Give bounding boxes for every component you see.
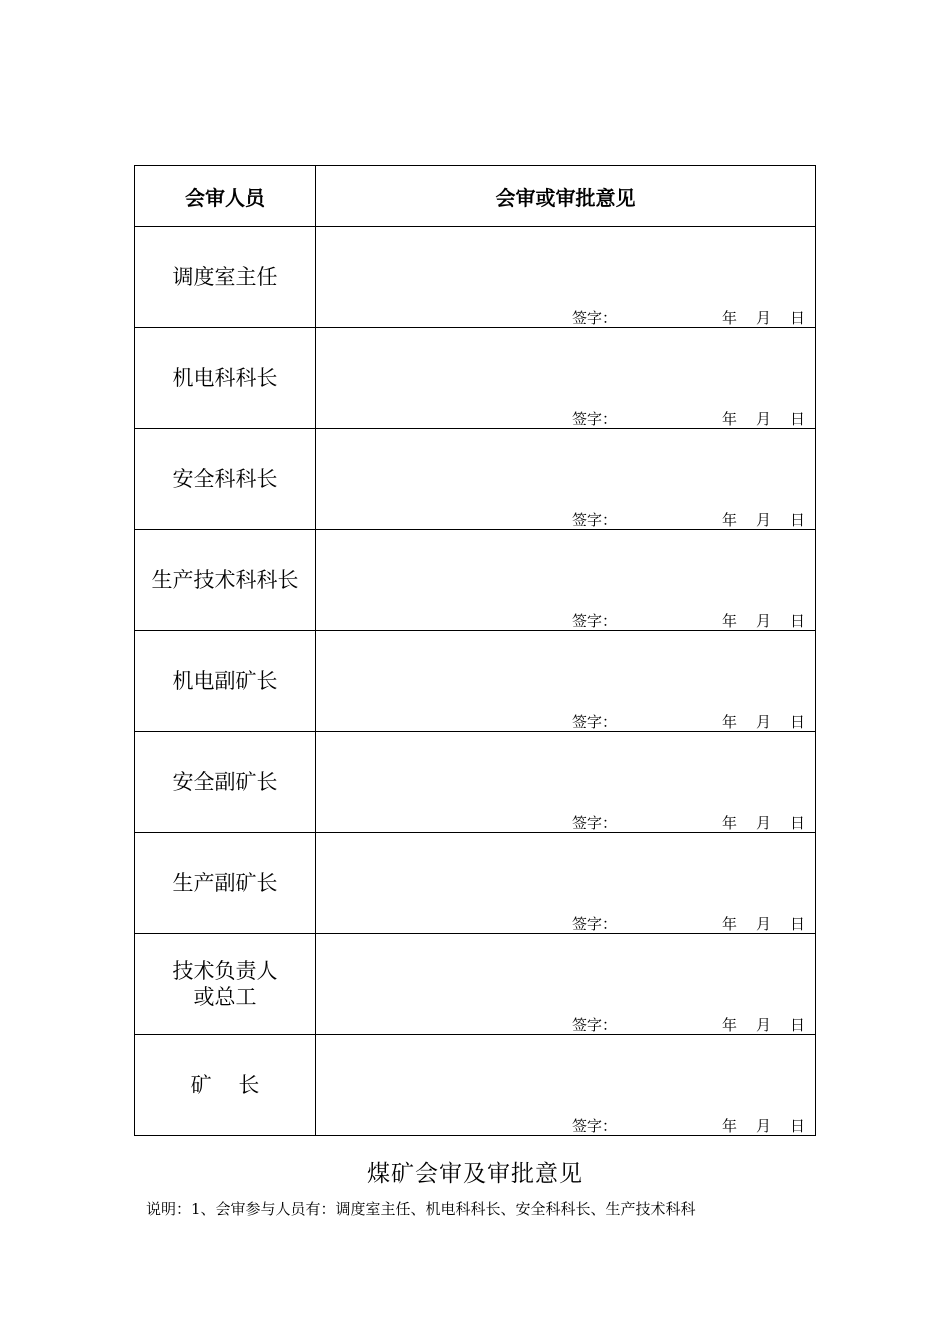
date-year: 年 — [721, 410, 737, 428]
sign-label: 签字： — [572, 309, 618, 327]
date-day: 日 — [789, 713, 805, 731]
table-row — [135, 732, 816, 833]
header-opinion: 会审或审批意见 — [316, 166, 816, 227]
opinion-cell[interactable] — [316, 429, 816, 530]
document-note: 说明：1、会审参与人员有：调度室主任、机电科科长、安全科科长、生产技术科科 — [146, 1200, 696, 1218]
sign-label: 签字： — [572, 612, 618, 630]
role-cell: 调度室主任 — [135, 227, 316, 328]
date-year: 年 — [721, 915, 737, 933]
table-row — [135, 328, 816, 429]
table-row — [135, 631, 816, 732]
sign-label: 签字： — [572, 713, 618, 731]
document-title: 煤矿会审及审批意见 — [367, 1161, 583, 1187]
date-month: 月 — [755, 511, 771, 529]
date-day: 日 — [789, 915, 805, 933]
table-row — [135, 530, 816, 631]
review-table — [134, 165, 816, 1136]
table-header-row — [135, 166, 816, 227]
table-row — [135, 227, 816, 328]
date-fields — [722, 814, 805, 832]
date-day: 日 — [789, 410, 805, 428]
opinion-cell[interactable] — [316, 227, 816, 328]
sign-label: 签字： — [572, 814, 618, 832]
date-month: 月 — [755, 612, 771, 630]
date-month: 月 — [755, 915, 771, 933]
table-row — [135, 429, 816, 530]
date-fields — [722, 511, 805, 529]
header-person: 会审人员 — [135, 166, 316, 227]
date-month: 月 — [755, 309, 771, 327]
date-year: 年 — [721, 511, 737, 529]
date-day: 日 — [789, 1117, 805, 1135]
date-fields — [722, 410, 805, 428]
date-year: 年 — [721, 1016, 737, 1034]
opinion-cell[interactable] — [316, 732, 816, 833]
date-year: 年 — [721, 713, 737, 731]
date-month: 月 — [755, 1117, 771, 1135]
role-line-2: 或总工 — [193, 985, 257, 1009]
role-cell: 生产技术科科长 — [135, 530, 316, 631]
opinion-cell[interactable] — [316, 934, 816, 1035]
opinion-cell[interactable] — [316, 631, 816, 732]
role-cell: 安全副矿长 — [135, 732, 316, 833]
date-day: 日 — [789, 1016, 805, 1034]
opinion-cell[interactable] — [316, 328, 816, 429]
table-row — [135, 1035, 816, 1136]
table-row — [135, 934, 816, 1035]
date-day: 日 — [789, 309, 805, 327]
sign-label: 签字： — [572, 511, 618, 529]
date-fields — [722, 713, 805, 731]
role-cell — [135, 934, 316, 1035]
date-fields — [722, 612, 805, 630]
date-month: 月 — [755, 713, 771, 731]
role-cell: 安全科科长 — [135, 429, 316, 530]
role-label: 矿 长 — [190, 1073, 260, 1097]
date-day: 日 — [789, 612, 805, 630]
opinion-cell[interactable] — [316, 1035, 816, 1136]
sign-label: 签字： — [572, 1117, 618, 1135]
date-year: 年 — [721, 612, 737, 630]
date-year: 年 — [721, 309, 737, 327]
sign-label: 签字： — [572, 915, 618, 933]
opinion-cell[interactable] — [316, 833, 816, 934]
role-line-1: 技术负责人 — [172, 959, 278, 983]
date-fields — [722, 915, 805, 933]
opinion-cell[interactable] — [316, 530, 816, 631]
date-month: 月 — [755, 814, 771, 832]
date-year: 年 — [721, 1117, 737, 1135]
date-year: 年 — [721, 814, 737, 832]
date-fields — [722, 1117, 805, 1135]
date-day: 日 — [789, 511, 805, 529]
sign-label: 签字： — [572, 1016, 618, 1034]
date-month: 月 — [755, 1016, 771, 1034]
role-cell: 生产副矿长 — [135, 833, 316, 934]
date-fields — [722, 309, 805, 327]
role-cell: 机电副矿长 — [135, 631, 316, 732]
date-month: 月 — [755, 410, 771, 428]
role-cell — [135, 1035, 316, 1136]
role-cell: 机电科科长 — [135, 328, 316, 429]
date-fields — [722, 1016, 805, 1034]
table-row — [135, 833, 816, 934]
date-day: 日 — [789, 814, 805, 832]
sign-label: 签字： — [572, 410, 618, 428]
